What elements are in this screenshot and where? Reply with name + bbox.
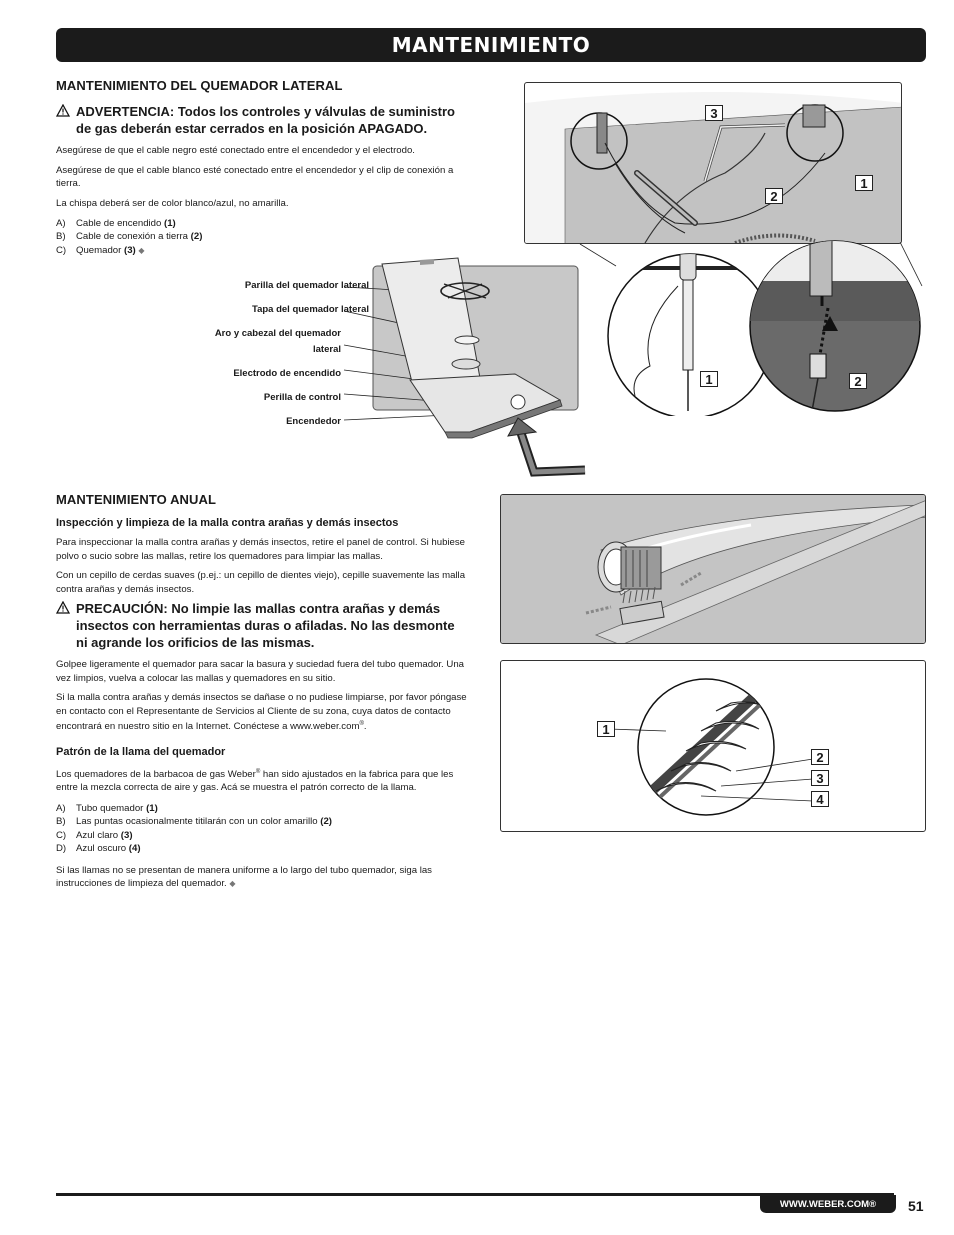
callout-number: 1: [700, 371, 718, 387]
list-item: C) Quemador (3) ◆: [56, 244, 145, 256]
flame-heading: Patrón de la llama del quemador: [56, 745, 226, 758]
paragraph: Asegúrese de que el cable blanco esté conectado entre el encendedor y el clip de conexión a tierra.: [56, 164, 454, 189]
diagram-label: Perilla de control: [263, 392, 341, 403]
diagram-label: Tapa del quemador lateral: [251, 304, 369, 315]
diagram-label: Electrodo de encendido: [233, 368, 341, 379]
list-item: A) Tubo quemador (1): [56, 802, 158, 814]
list-item: B) Las puntas ocasionalmente titilarán con un color amarillo (2): [56, 816, 332, 828]
paragraph: Con un cepillo de cerdas suaves (p.ej.: un cepillo de dientes viejo), cepille suavemente las malla contra arañas y demás insectos.: [56, 570, 466, 595]
page-title: MANTENIMIENTO: [391, 33, 591, 57]
callout-number: 4: [811, 791, 829, 807]
flame-pattern-illustration: [501, 661, 926, 832]
caution-text: PRECAUCIÓN: No limpie las mallas contra arañas y demás insectos con herramientas duras o afiladas. No las desmonte ni agrande los orificios de las mismas.: [76, 601, 455, 650]
callout-number: 3: [811, 770, 829, 786]
callout-number: 1: [597, 721, 615, 737]
paragraph: Si las llamas no se presentan de manera uniforme a lo largo del tubo quemador, siga las instrucciones de limpieza del quemador. ◆: [56, 864, 432, 889]
warning-block: [56, 103, 456, 137]
footer-url: WWW.WEBER.COM®: [760, 1195, 896, 1213]
warning-triangle-icon: [56, 601, 76, 651]
zoom-detail-illustration: [560, 236, 940, 416]
list-item: B) Cable de conexión a tierra (2): [56, 231, 203, 243]
list-item: C) Azul claro (3): [56, 829, 133, 841]
list-item: A) Cable de encendido (1): [56, 218, 176, 229]
annual-heading: MANTENIMIENTO ANUAL: [56, 492, 217, 507]
warning-triangle-icon: [56, 104, 76, 137]
paragraph: Si la malla contra arañas y demás insectos se dañase o no pudiese limpiarse, por favor póngase en contacto con el Representante de Servicios al Cliente de su zona, cuya datos de contacto encontrará en nuestro sitio en la Internet. Conéctese a www.weber.com®.: [56, 692, 467, 733]
paragraph: Los quemadores de la barbacoa de gas Weber® han sido ajustados en la fabrica para que les entre la mezcla correcta de aire y gas. Acá se muestra el patrón correcto de la llama.: [56, 768, 454, 794]
annual-subheading: Inspección y limpieza de la malla contra arañas y demás insectos: [56, 517, 399, 529]
paragraph: La chispa deberá ser de color blanco/azul, no amarilla.: [56, 197, 289, 209]
paragraph: Asegúrese de que el cable negro esté conectado entre el encendedor y el electrodo.: [56, 145, 415, 156]
diagram-label: lateral: [313, 344, 341, 355]
callout-number: 2: [811, 749, 829, 765]
side-burner-heading: MANTENIMIENTO DEL QUEMADOR LATERAL: [56, 78, 343, 93]
paragraph: Golpee ligeramente el quemador para sacar la basura y suciedad fuera del tubo quemador. Una vez limpios, vuelva a colocar las mallas y quemadores en su sitio.: [56, 659, 464, 684]
end-diamond-icon: ◆: [229, 879, 236, 888]
flame-pattern-figure: [500, 660, 926, 832]
callout-number: 2: [849, 373, 867, 389]
callout-number: 3: [705, 105, 723, 121]
callout-number: 2: [765, 188, 783, 204]
annual-maintenance-section: [56, 492, 476, 891]
side-burner-section: [56, 78, 476, 257]
spider-screen-cleaning-figure: [500, 494, 926, 644]
diagram-label: Encendedor: [286, 416, 341, 427]
page-number: 51: [908, 1198, 924, 1214]
warning-text: ADVERTENCIA: Todos los controles y válvulas de suministro de gas deberán estar cerrados en la posición APAGADO.: [76, 104, 455, 136]
paragraph: Para inspeccionar la malla contra arañas y demás insectos, retire el panel de control. Si hubiese polvo o sucio sobre las mallas, retire los quemadores para limpiar las mallas.: [56, 537, 466, 562]
ignition-wiring-figure: [524, 82, 902, 244]
diagram-label: Parilla del quemador lateral: [244, 280, 369, 291]
burner-brush-illustration: [501, 495, 926, 644]
end-diamond-icon: ◆: [138, 245, 145, 255]
caution-block: [56, 600, 466, 651]
flame-list: [56, 802, 476, 856]
callout-number: 1: [855, 175, 873, 191]
list-item: D) Azul oscuro (4): [56, 843, 141, 855]
page-title-bar: [56, 28, 926, 62]
diagram-label: Aro y cabezal del quemador: [214, 328, 341, 339]
